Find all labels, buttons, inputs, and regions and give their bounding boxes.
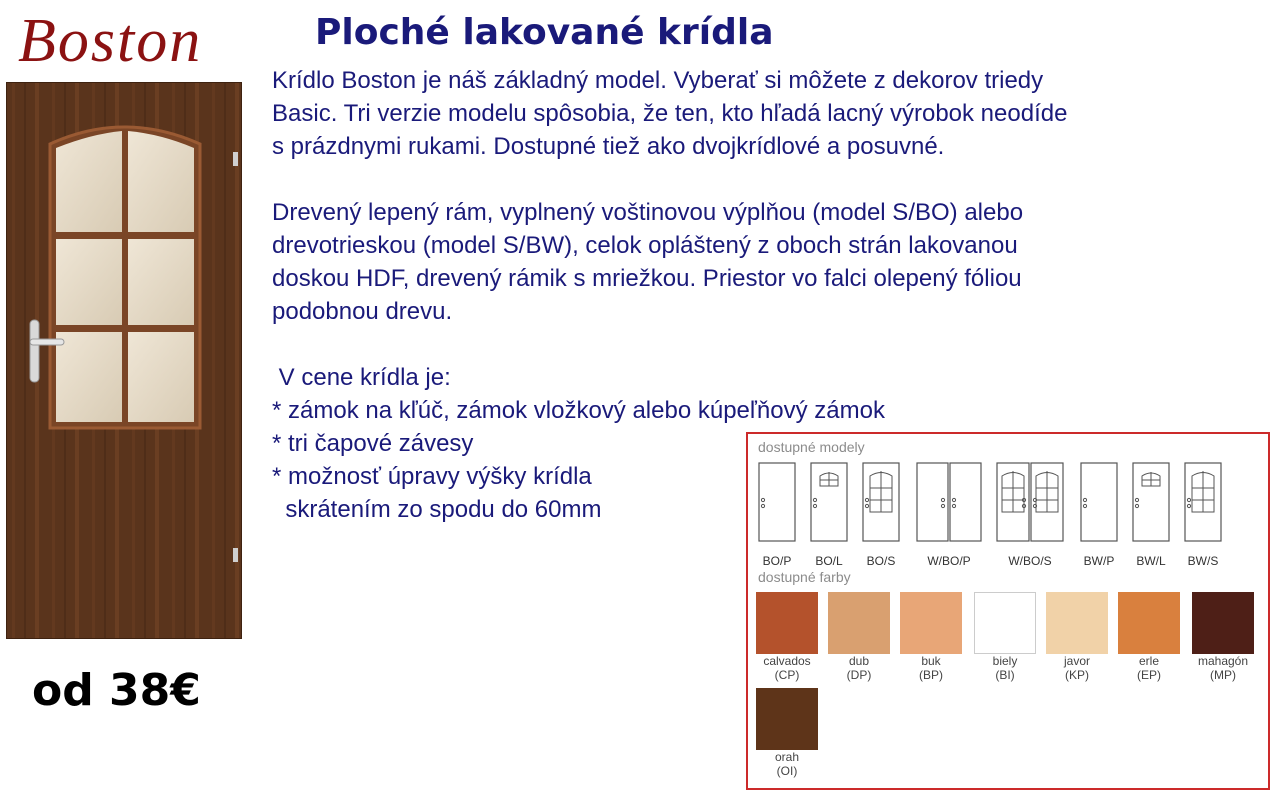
- description-line: s prázdnymi rukami. Dostupné tiež ako dvojkrídlové a posuvné.: [272, 133, 945, 160]
- door-model-icon: [916, 462, 982, 542]
- door-model-label: BO/S: [866, 554, 896, 568]
- color-chip: [974, 592, 1036, 654]
- door-model-icon: [1080, 462, 1118, 542]
- description-line: V cene krídla je:: [272, 364, 451, 391]
- door-model-w-bo-s: [996, 462, 1064, 572]
- door-model-label: BW/L: [1136, 554, 1166, 568]
- description-line: skrátením zo spodu do 60mm: [272, 496, 602, 523]
- description-line: * zámok na kľúč, zámok vložkový alebo kúpeľňový zámok: [272, 397, 885, 424]
- color-chip: [1046, 592, 1108, 654]
- door-model-w-bo-p: [916, 462, 982, 572]
- color-swatch-mahagón: [1192, 592, 1254, 682]
- description-line: doskou HDF, drevený rámik s mriežkou. Priestor vo falci olepený fóliou: [272, 265, 1022, 292]
- color-chip: [828, 592, 890, 654]
- description-line: podobnou drevu.: [272, 298, 453, 325]
- color-name: calvados: [763, 654, 811, 668]
- color-chip: [900, 592, 962, 654]
- description-line: * možnosť úpravy výšky krídla: [272, 463, 592, 490]
- color-code: (MP): [1210, 668, 1236, 682]
- door-model-bo-s: [862, 462, 900, 572]
- door-model-icon: [1184, 462, 1222, 542]
- color-chip: [1118, 592, 1180, 654]
- color-code: (CP): [774, 668, 800, 682]
- color-swatch-dub: [828, 592, 890, 682]
- description-line: Drevený lepený rám, vyplnený voštinovou výplňou (model S/BO) alebo: [272, 199, 1024, 226]
- door-model-icon: [996, 462, 1064, 542]
- color-code: (EP): [1137, 668, 1161, 682]
- door-model-label: BO/P: [762, 554, 792, 568]
- color-swatch-javor: [1046, 592, 1108, 682]
- door-model-icon: [810, 462, 848, 542]
- color-code: (OI): [776, 764, 798, 778]
- door-model-label: W/BO/P: [927, 554, 971, 568]
- options-panel: [746, 432, 1270, 790]
- door-model-icon: [758, 462, 796, 542]
- paragraph-gap: [272, 163, 1232, 196]
- color-name: biely: [992, 654, 1018, 668]
- color-swatch-biely: [974, 592, 1036, 682]
- door-model-icon: [1132, 462, 1170, 542]
- description-line: Krídlo Boston je náš základný model. Vyberať si môžete z dekorov triedy: [272, 67, 1044, 94]
- description-line: Basic. Tri verzie modelu spôsobia, že ten, kto hľadá lacný výrobok neodíde: [272, 100, 1068, 127]
- door-model-label: BO/L: [815, 554, 843, 568]
- color-chip: [756, 592, 818, 654]
- color-code: (KP): [1065, 668, 1089, 682]
- description-line: drevotrieskou (model S/BW), celok opláštený z oboch strán lakovanou: [272, 232, 1018, 259]
- door-model-icon: [862, 462, 900, 542]
- colors-title: dostupné farby: [758, 569, 851, 585]
- color-chip: [756, 688, 818, 750]
- door-model-bw-s: [1184, 462, 1222, 572]
- brand-logo: Boston: [18, 7, 203, 75]
- door-model-label: BW/S: [1187, 554, 1219, 568]
- price-label: od 38€: [32, 665, 201, 716]
- color-name: buk: [921, 654, 941, 668]
- color-swatch-calvados: [756, 592, 818, 682]
- color-name: orah: [774, 750, 800, 764]
- models-title: dostupné modely: [758, 439, 865, 455]
- door-model-label: W/BO/S: [1008, 554, 1052, 568]
- color-code: (DP): [846, 668, 872, 682]
- color-swatch-buk: [900, 592, 962, 682]
- door-model-label: BW/P: [1083, 554, 1115, 568]
- paragraph-gap: [272, 328, 1232, 361]
- color-name: dub: [848, 654, 870, 668]
- color-code: (BI): [995, 668, 1015, 682]
- color-swatch-orah: [756, 688, 818, 778]
- color-swatch-erle: [1118, 592, 1180, 682]
- color-name: erle: [1138, 654, 1159, 668]
- color-name: javor: [1063, 654, 1090, 668]
- description-line: * tri čapové závesy: [272, 430, 474, 457]
- color-chip: [1192, 592, 1254, 654]
- color-name: mahagón: [1197, 654, 1249, 668]
- color-code: (BP): [919, 668, 943, 682]
- page-title: Ploché lakované krídla: [315, 12, 774, 53]
- door-image: [6, 82, 242, 639]
